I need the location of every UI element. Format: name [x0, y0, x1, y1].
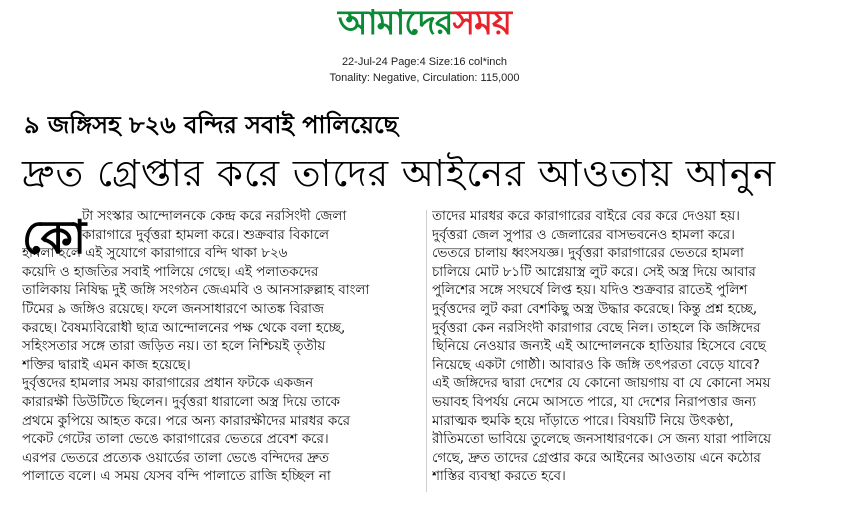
article-line: কারারক্ষী ডিউটিতে ছিলেন। দুর্বৃত্তরা ধারালো অস্ত্র দিয়ে তাকে [22, 394, 340, 410]
article-line: ভয়াবহ বিপর্যয় নেমে আসতে পারে, যা দেশের নিরাপত্তার জন্য [432, 394, 756, 410]
article-line: গেছে, দ্রুত তাদের গ্রেপ্তার করে আইনের আওতায় এনে কঠোর [432, 450, 761, 466]
article-line: করছে। বৈষম্যবিরোধী ছাত্র আন্দোলনের পক্ষ থেকে বলা হচ্ছে, [22, 320, 346, 336]
article-line: সহিংসতার সঙ্গে তারা জড়িত নয়। তা হলে নিশ্চিয়ই তৃতীয় [22, 339, 326, 355]
article-line: টা সংস্কার আন্দোলনকে কেন্দ্র করে নরসিংদী জেলা [82, 209, 347, 224]
masthead-part-1: আমাদের [338, 3, 453, 43]
article-line: দুর্বৃত্তদের হামলার সময় কারাগারের প্রধান ফটকে একজন [22, 376, 314, 392]
article-line: তালিকায় নিষিদ্ধ দুই জঙ্গি সংগঠন জেএমবি ও আনসারুল্লাহ বাংলা [22, 283, 370, 299]
article-line: চালিয়ে মোট ৮১টি আগ্নেয়াস্ত্র লুট করে। সেই অস্ত্র দিয়ে আবার [432, 264, 756, 280]
article-line: এরপর ভেতরে প্রত্যেক ওয়ার্ডের তালা ভেঙে বন্দিদের দ্রুত [22, 450, 329, 466]
article-line: দুর্বৃত্তরা জেল সুপার ও জেলারের বাসভবনেও হামলা করে। [432, 227, 735, 243]
article-headline: দ্রুত গ্রেপ্তার করে তাদের আইনের আওতায় আনুন [22, 152, 777, 195]
clipping-info-line-1: 22-Jul-24 Page:4 Size:16 col*inch [341, 56, 508, 68]
masthead-part-2: সময় [452, 3, 511, 43]
article-line: রীতিমতো ভাবিয়ে তুলেছে জনসাধারণকে। সে জন্য যারা পালিয়ে [432, 432, 772, 448]
article-line: পকেট গেটের তালা ভেঙে কারাগারের ভেতরে প্রবেশ করে। [22, 432, 329, 448]
article-line: প্রথমে কুপিয়ে আহত করে। পরে অন্য কারারক্ষীদের মারধর করে [22, 413, 351, 429]
article-line: নিয়েছে একটা গোষ্ঠী। আবারও কি জঙ্গি তৎপরতা বেড়ে যাবে? [432, 357, 760, 373]
article-line: তাদের মারধর করে কারাগারের বাইরে বের করে দেওয়া হয়। [432, 209, 740, 224]
article-line: দুর্বৃত্তদের লুট করা বেশকিছু অস্ত্র উদ্ধার করেছে। কিন্তু প্রশ্ন হচ্ছে, [432, 301, 758, 317]
article-line: হামলা হলে এই সুযোগে কারাগারে বন্দি থাকা ৮২৬ [22, 246, 288, 262]
article-line: ছিনিয়ে নেওয়ার জন্যই এই আন্দোলনকে হাতিয়ার হিসেবে বেছে [432, 339, 766, 355]
article-column-left [22, 208, 422, 487]
article-line: পালাতে বলে। এ সময় যেসব বন্দি পালাতে রাজি হচ্ছিল না [22, 469, 331, 485]
article-line: কারাগারে দুর্বৃত্তরা হামলা করে। শুক্রবার বিকালে [82, 227, 329, 243]
newspaper-masthead [0, 2, 849, 44]
drop-cap: কো [22, 210, 87, 264]
article-line: টিমের ৯ জঙ্গিও রয়েছে। ফলে জনসাধারণে আতঙ্ক বিরাজ [22, 301, 324, 317]
article-line: কয়েদি ও হাজতির সবাই পালিয়ে গেছে। এই পলাতকদের [22, 264, 319, 280]
article-column-right [432, 208, 836, 487]
article-line: শাস্তির ব্যবস্থা করতে হবে। [432, 469, 566, 485]
article-line: দুর্বৃত্তরা কেন নরসিংদী কারাগার বেছে নিল। তাহলে কি জঙ্গিদের [432, 320, 761, 336]
article-shoulder-headline: ৯ জঙ্গিসহ ৮২৬ বন্দির সবাই পালিয়েছে [24, 111, 399, 139]
article-line: মারাত্মক হুমকি হয়ে দাঁড়াতে পারে। বিষয়টি নিয়ে উৎকণ্ঠা, [432, 413, 734, 429]
article-line: পুলিশের সঙ্গে সংঘর্ষে লিপ্ত হয়। যদিও শুক্রবার রাতেই পুলিশ [432, 283, 748, 299]
article-line: ভেতরে চালায় ধ্বংসযজ্ঞ। দুর্বৃত্তরা কারাগারের ভেতরে হামলা [432, 246, 744, 262]
clipping-info-line-2: Tonality: Negative, Circulation: 115,000 [329, 72, 520, 84]
article-line: শক্তির দ্বারাই এমন কাজ হয়েছে। [22, 357, 191, 373]
article-line: এই জঙ্গিদের দ্বারা দেশের যে কোনো জায়গায় বা যে কোনো সময় [432, 376, 771, 392]
column-divider [426, 210, 427, 492]
